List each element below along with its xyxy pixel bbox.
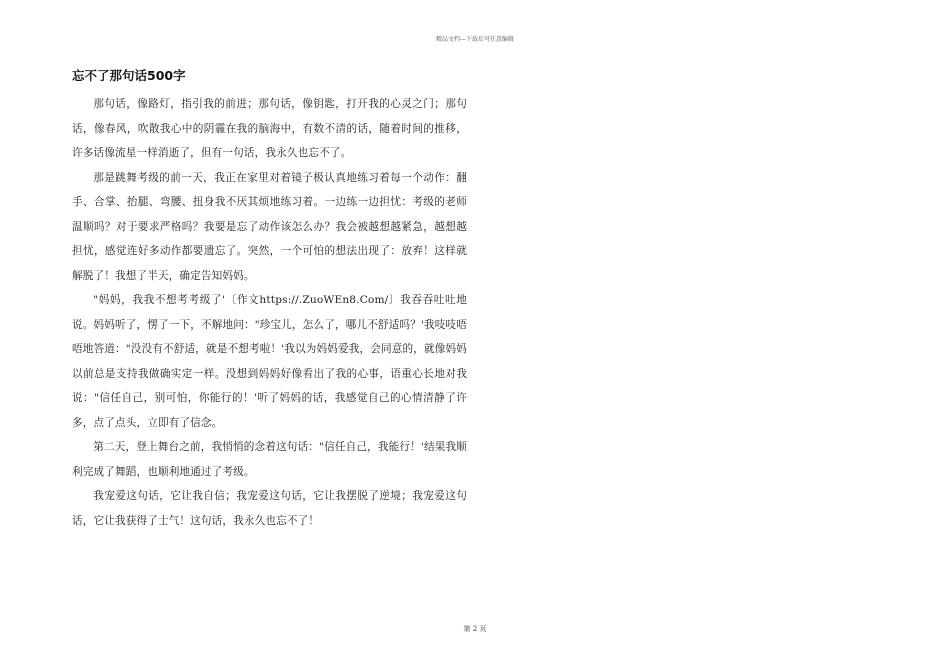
- page-header: 精品文档---下载后可任意编辑: [435, 36, 515, 43]
- paragraph: 我宠爱这句话，它让我自信；我宠爱这句话，它让我摆脱了逆境；我宠爱这句话，它让我获得了士气！这句话，我永久也忘不了！: [72, 490, 467, 527]
- paragraph: 那句话，像路灯，指引我的前进；那句话，像钥匙，打开我的心灵之门；那句话，像春风，吹散我心中的阴霾在我的脑海中，有数不清的话，随着时间的推移，许多话像流星一样消逝了，但有一句话，我永久也忘不了。: [72, 98, 467, 159]
- document-title: 忘不了那句话500字: [72, 68, 186, 83]
- paragraph: "妈妈，我我不想考考级了'〔作文https://.ZuoWEn8.Com/〕我吞吞吐吐地说。妈妈听了，愣了一下，不解地问："珍宝儿，怎么了，哪儿不舒适吗？'我吱吱唔唔地答道："没没有不舒适，就是不想考啦！'我以为妈妈爱我，会同意的，就像妈妈以前总是支持我做确实定一样。没想到妈妈好像看出了我的心事，语重心长地对我说："信任自己，别可怕，你能行的！'听了妈妈的话，我感觉自己的心情清静了许多，点了点头，立即有了信念。: [72, 294, 467, 429]
- document-body: [72, 66, 467, 533]
- paragraph: 第二天，登上舞台之前，我悄悄的念着这句话："信任自己，我能行！'结果我顺利完成了舞蹈，也顺利地通过了考级。: [72, 441, 467, 478]
- page-number: 第 2 页: [463, 625, 487, 633]
- paragraph: 那是跳舞考级的前一天，我正在家里对着镜子极认真地练习着每一个动作：翻手、合掌、抬腿、弯腰、扭身我不厌其烦地练习着。一边练一边担忧：考级的老师温顺吗？对于要求严格吗？我要是忘了动作该怎么办？我会被越想越紧急，越想越担忧，感觉连好多动作都要遗忘了。突然，一个可怕的想法出现了：放弃！这样就解脱了！我想了半天，确定告知妈妈。: [72, 171, 467, 282]
